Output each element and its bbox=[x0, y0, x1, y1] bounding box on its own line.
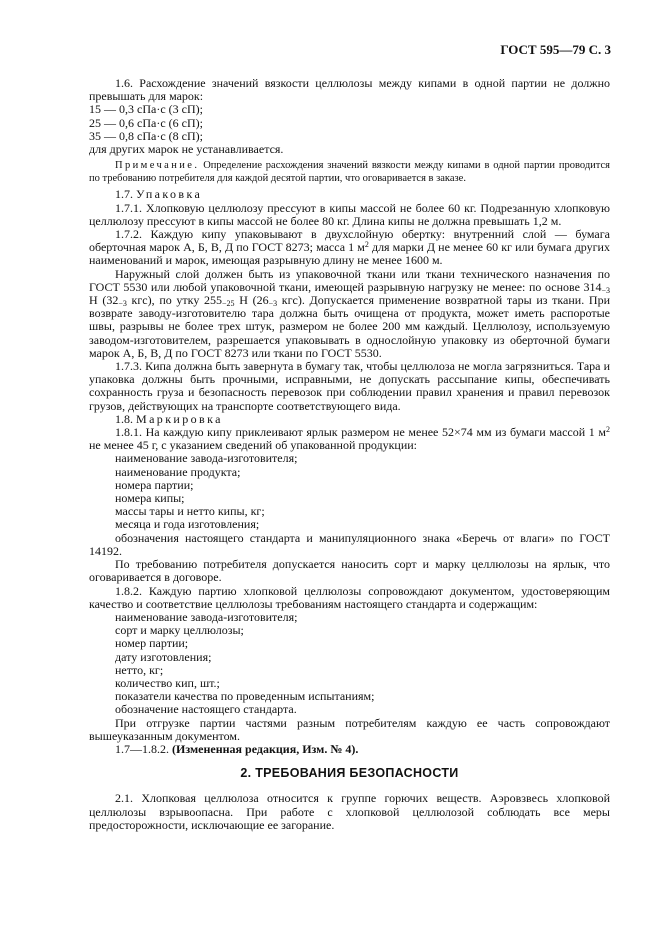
clause-partial-shipment: При отгрузке партии частями разным потребителям каждую ее часть сопровождают вышеуказанным документом. bbox=[89, 715, 610, 743]
clause-1-8-2: 1.8.2. Каждую партию хлопковой целлюлозы сопровождают документом, удостоверяющим качество и соответствие целлюлозы требованиям настоящего стандарта и содержащим: bbox=[89, 583, 610, 611]
section-number: 1.8. bbox=[115, 411, 133, 426]
list-item: обозначение настоящего стандарта. bbox=[115, 702, 297, 717]
page-header: ГОСТ 595—79 С. 3 bbox=[500, 42, 611, 57]
clause-1-6: 1.6. Расхождение значений вязкости целлюлозы между кипами в одной партии не должно превышать для марок: bbox=[89, 76, 610, 104]
viscosity-grade-35: 35 — 0,8 сПа·с (8 сП); bbox=[89, 128, 203, 143]
clause-1-7-3: 1.7.3. Кипа должна быть завернута в бумагу так, чтобы целлюлоза не могла загрязниться. Тара и упаковка должны быть прочными, исправными, не допускать рассыпание кипы, обеспечивать сохранность груза и безопасность перевозок при соблюдении правил хранения и правил перевозок грузов, действующих на транспорте соответствующего вида. bbox=[89, 359, 610, 413]
list-item: номер партии; bbox=[115, 636, 189, 651]
list-item: массы тары и нетто кипы, кг; bbox=[115, 504, 265, 519]
list-item: месяца и года изготовления; bbox=[115, 517, 260, 532]
revision-note: 1.7—1.8.2. (Измененная редакция, Изм. № 4). bbox=[115, 741, 359, 756]
note-label: Примечание. bbox=[115, 160, 200, 172]
section-number: 1.7. bbox=[115, 187, 133, 202]
section-title: Упаковка bbox=[136, 187, 203, 202]
clause-1-7-2: 1.7.2. Каждую кипу упаковывают в двухслойную обертку: внутренний слой — бумага оберточная марок А, Б, В, Д по ГОСТ 8273; масса 1 $м^2$ для марки Д не менее 60 кг или бумага других наименований и марок, имеющая разрывную длину не менее 1600 м. bbox=[89, 227, 610, 268]
section-heading-packaging bbox=[89, 188, 610, 201]
list-item: наименование продукта; bbox=[115, 464, 241, 479]
clause-1-8-1: 1.8.1. На каждую кипу приклеивают ярлык размером не менее 52×74 мм из бумаги массой 1 $м^2$ не менее 45 г, с указанием сведений об упакованной продукции: bbox=[89, 425, 610, 453]
clause-label-grade: По требованию потребителя допускается наносить сорт и марку целлюлозы на ярлык, что оговаривается в договоре. bbox=[89, 557, 610, 585]
section-heading-safety: 2. ТРЕБОВАНИЯ БЕЗОПАСНОСТИ bbox=[240, 766, 459, 781]
viscosity-grade-25: 25 — 0,6 сПа·с (6 сП); bbox=[89, 115, 203, 130]
document-body bbox=[89, 77, 610, 832]
note-text: Определение расхождения значений вязкости между кипами в одной партии проводится по требованию потребителя для каждой десятой партии, что оговаривается в заказе. bbox=[89, 160, 610, 184]
clause-2-1: 2.1. Хлопковая целлюлоза относится к группе горючих веществ. Аэровзвесь хлопковой целлюлозы взрывоопасна. При работе с хлопковой целлюлозой соблюдать все меры предосторожности, исключающие ее загорание. bbox=[89, 791, 610, 832]
list-item: наименование завода-изготовителя; bbox=[115, 451, 298, 466]
list-item: нетто, кг; bbox=[115, 662, 164, 677]
list-item: показатели качества по проведенным испытаниям; bbox=[115, 689, 375, 704]
list-item: наименование завода-изготовителя; bbox=[115, 609, 298, 624]
clause-1-7-1: 1.7.1. Хлопковую целлюлозу прессуют в кипы массой не более 60 кг. Подрезанную хлопковую целлюлозу прессуют в кипы массой не более 80 кг. Длина кипы не должна превышать 1,2 м. bbox=[89, 200, 610, 228]
section-title: Маркировка bbox=[136, 411, 223, 426]
list-item: обозначения настоящего стандарта и манипуляционного знака «Беречь от влаги» по ГОСТ 14192. bbox=[89, 530, 610, 558]
note-1-6 bbox=[89, 160, 610, 185]
viscosity-other-grades: для других марок не устанавливается. bbox=[89, 142, 284, 157]
clause-outer-layer: Наружный слой должен быть из упаковочной ткани или ткани технического назначения по ГОСТ 5530 или любой упаковочной ткани, имеющей разрывную нагрузку не менее: по основе $314_{-3}$ Н ($32_{-3}$ кгс), по утку $255_{-25}$ Н ($26_{-3}$ кгс). Допускается применение возвратной тары из ткани. При возврате заводу-изготовителю тара должна быть очищена от продукта, может иметь распоротые швы, разрывы не более трех штук, размером не более 200 мм каждый. Целлюлозу, используемую заводом-изготовителем, разрешается упаковывать в однослойную упаковку из оберточной бумаги марок А, Б, В, Д по ГОСТ 8273 или ткани по ГОСТ 5530. bbox=[89, 266, 611, 360]
list-item: количество кип, шт.; bbox=[115, 675, 220, 690]
list-item: сорт и марку целлюлозы; bbox=[115, 623, 244, 638]
list-item: дату изготовления; bbox=[115, 649, 212, 664]
list-item: номера партии; bbox=[115, 477, 194, 492]
viscosity-grade-15: 15 — 0,3 сПа·с (3 сП); bbox=[89, 102, 203, 117]
list-item: номера кипы; bbox=[115, 491, 185, 506]
